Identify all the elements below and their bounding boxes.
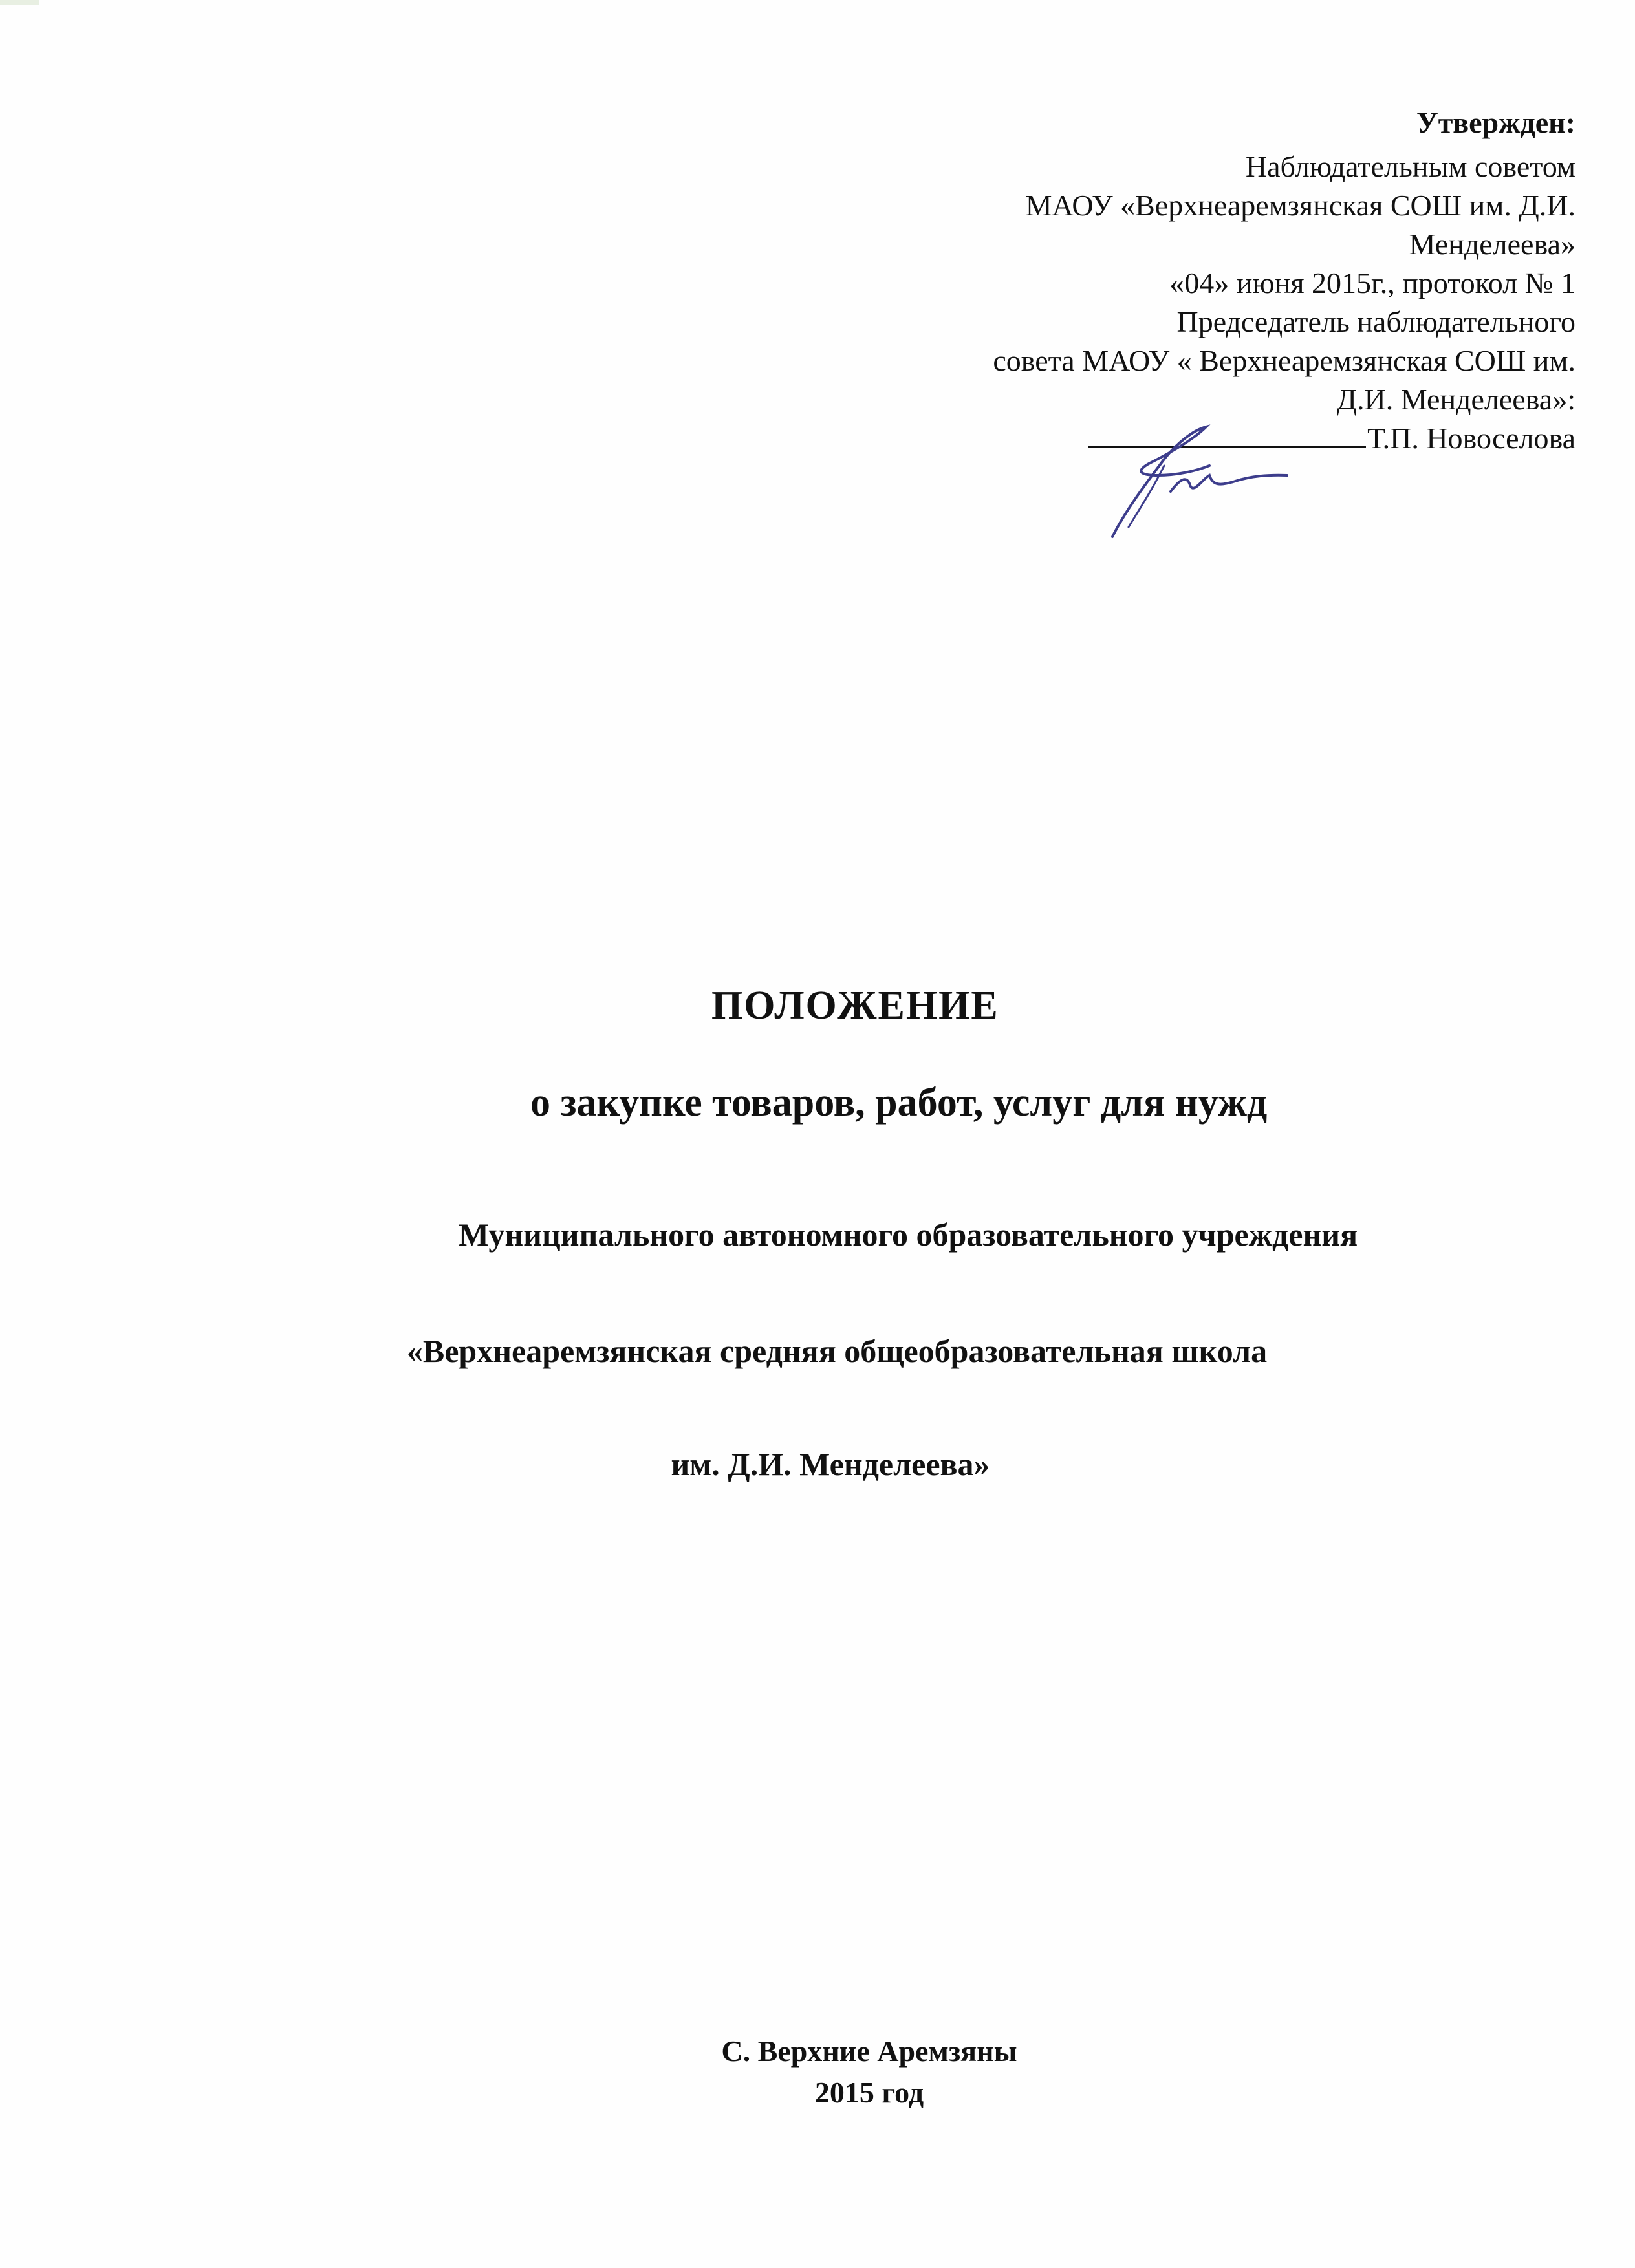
approval-line-4: «04» июня 2015г., протокол № 1 xyxy=(1169,266,1575,299)
scan-edge-mark xyxy=(0,0,39,5)
place-name: С. Верхние Аремзяны xyxy=(721,2035,1017,2068)
approval-line-3: Менделеева» xyxy=(1409,228,1575,261)
signer-name: Т.П. Новоселова xyxy=(1367,422,1575,455)
approval-block xyxy=(864,103,1575,458)
approval-heading: Утвержден: xyxy=(1416,106,1575,139)
approval-line-6: совета МАОУ « Верхнеаремзянская СОШ им. xyxy=(993,344,1575,377)
document-subtitle: о закупке товаров, работ, услуг для нужд xyxy=(530,1081,1268,1125)
organization-line-2: «Верхнеаремзянская средняя общеобразовательная школа xyxy=(406,1333,1268,1369)
document-title: ПОЛОЖЕНИЕ xyxy=(711,984,999,1028)
year: 2015 год xyxy=(814,2076,924,2109)
approval-line-7: Д.И. Менделеева»: xyxy=(1336,383,1575,416)
approval-line-5: Председатель наблюдательного xyxy=(1176,305,1575,338)
approval-line-2: МАОУ «Верхнеаремзянская СОШ им. Д.И. xyxy=(1025,189,1575,222)
place-and-year xyxy=(0,2031,1635,2113)
handwritten-signature xyxy=(1074,414,1306,543)
organization-line-1: Муниципального автономного образовательного учреждения xyxy=(458,1216,1358,1253)
approval-line-1: Наблюдательным советом xyxy=(1245,150,1575,183)
organization-line-3: им. Д.И. Менделеева» xyxy=(671,1446,990,1482)
